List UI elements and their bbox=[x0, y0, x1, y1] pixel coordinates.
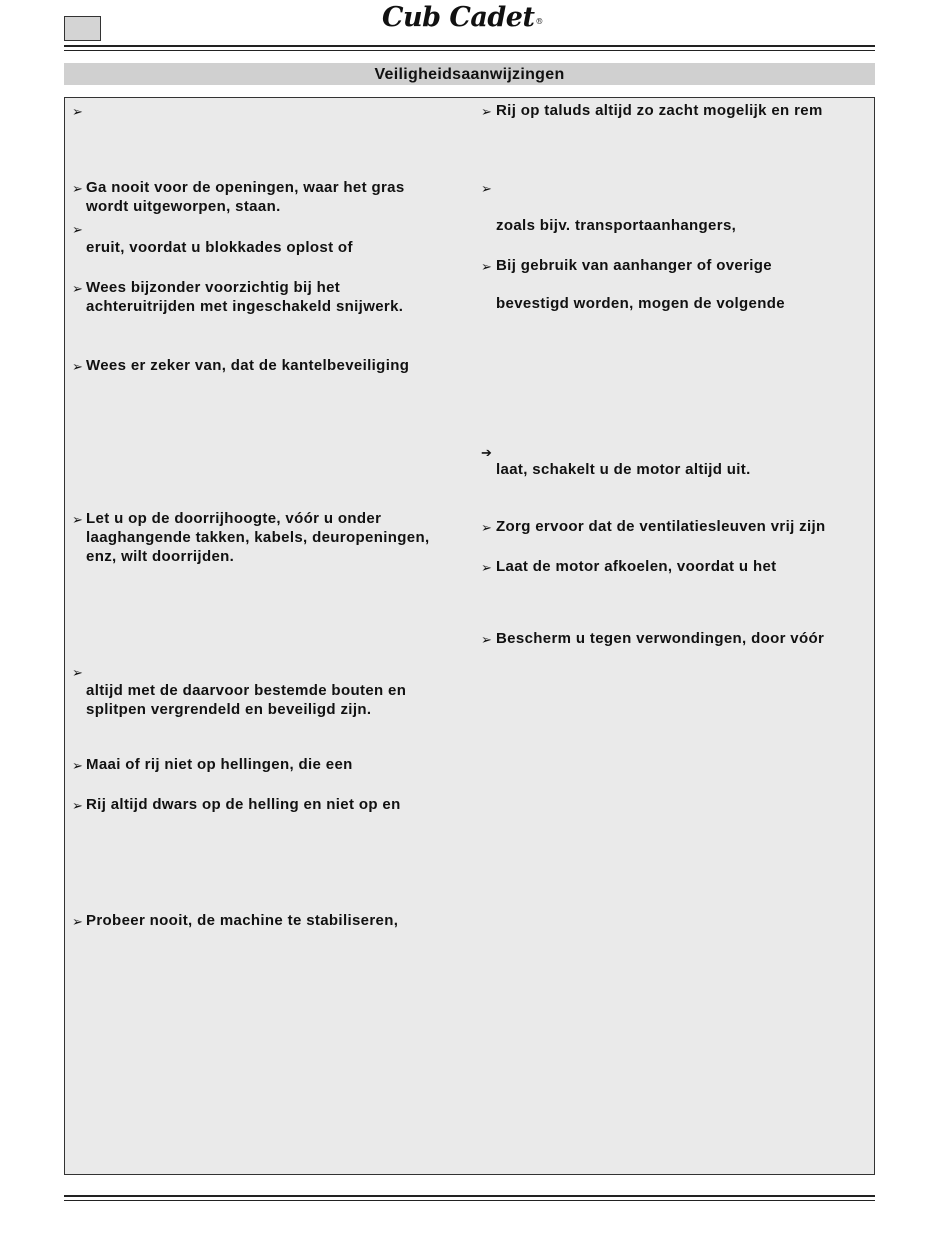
left-item-6-line-3: enz, wilt doorrijden. bbox=[86, 548, 235, 565]
bullet-arrow-icon: ➢ bbox=[72, 104, 83, 119]
left-item-6-line-2: laaghangende takken, kabels, deuropeningen, bbox=[86, 529, 430, 546]
right-item-4-line-2: laat, schakelt u de motor altijd uit. bbox=[496, 461, 751, 478]
registered-mark: ® bbox=[535, 17, 543, 26]
right-item-2-line-2: zoals bijv. transportaanhangers, bbox=[496, 217, 737, 234]
bullet-right-arrow-icon: ➔ bbox=[481, 445, 492, 460]
left-item-6-line-1: Let u op de doorrijhoogte, vóór u onder bbox=[86, 510, 382, 527]
bullet-arrow-icon: ➢ bbox=[72, 512, 83, 527]
section-title: Veiligheidsaanwijzingen bbox=[64, 63, 875, 85]
left-item-8: Maai of rij niet op hellingen, die een bbox=[86, 756, 353, 773]
bullet-arrow-icon: ➢ bbox=[72, 758, 83, 773]
bullet-arrow-icon: ➢ bbox=[72, 914, 83, 929]
bullet-arrow-icon: ➢ bbox=[72, 359, 83, 374]
bullet-arrow-icon: ➢ bbox=[481, 259, 492, 274]
bullet-arrow-icon: ➢ bbox=[72, 665, 83, 680]
left-item-7-line-2: altijd met de daarvoor bestemde bouten en bbox=[86, 682, 407, 699]
right-item-5: Zorg ervoor dat de ventilatiesleuven vrij zijn bbox=[496, 518, 826, 535]
page-number-box bbox=[64, 16, 101, 41]
bullet-arrow-icon: ➢ bbox=[481, 181, 492, 196]
bullet-arrow-icon: ➢ bbox=[481, 520, 492, 535]
left-item-4-line-1: Wees bijzonder voorzichtig bij het bbox=[86, 279, 341, 296]
left-item-2-line-1: Ga nooit voor de openingen, waar het gras bbox=[86, 179, 405, 196]
header-rule-thin bbox=[64, 50, 875, 51]
right-item-7: Bescherm u tegen verwondingen, door vóór bbox=[496, 630, 825, 647]
left-item-2-line-2: wordt uitgeworpen, staan. bbox=[86, 198, 281, 215]
footer-rule-thin bbox=[64, 1200, 875, 1201]
left-item-3-line-2: eruit, voordat u blokkades oplost of bbox=[86, 239, 353, 256]
left-item-7-line-3: splitpen vergrendeld en beveiligd zijn. bbox=[86, 701, 372, 718]
bullet-arrow-icon: ➢ bbox=[72, 181, 83, 196]
right-item-6: Laat de motor afkoelen, voordat u het bbox=[496, 558, 777, 575]
brand-name: Cub Cadet bbox=[382, 2, 535, 33]
right-item-3-line-2: bevestigd worden, mogen de volgende bbox=[496, 295, 785, 312]
footer-rule bbox=[64, 1195, 875, 1197]
bullet-arrow-icon: ➢ bbox=[72, 281, 83, 296]
bullet-arrow-icon: ➢ bbox=[481, 104, 492, 119]
right-item-3-line-1: Bij gebruik van aanhanger of overige bbox=[496, 257, 773, 274]
bullet-arrow-icon: ➢ bbox=[481, 560, 492, 575]
header-rule bbox=[64, 45, 875, 47]
bullet-arrow-icon: ➢ bbox=[72, 222, 83, 237]
left-item-9: Rij altijd dwars op de helling en niet op en bbox=[86, 796, 401, 813]
right-item-1: Rij op taluds altijd zo zacht mogelijk en rem bbox=[496, 102, 823, 119]
bullet-arrow-icon: ➢ bbox=[481, 632, 492, 647]
brand-logo bbox=[382, 2, 543, 33]
left-item-5: Wees er zeker van, dat de kantelbeveiliging bbox=[86, 357, 410, 374]
left-item-10: Probeer nooit, de machine te stabiliseren, bbox=[86, 912, 399, 929]
left-item-4-line-2: achteruitrijden met ingeschakeld snijwerk. bbox=[86, 298, 404, 315]
bullet-arrow-icon: ➢ bbox=[72, 798, 83, 813]
